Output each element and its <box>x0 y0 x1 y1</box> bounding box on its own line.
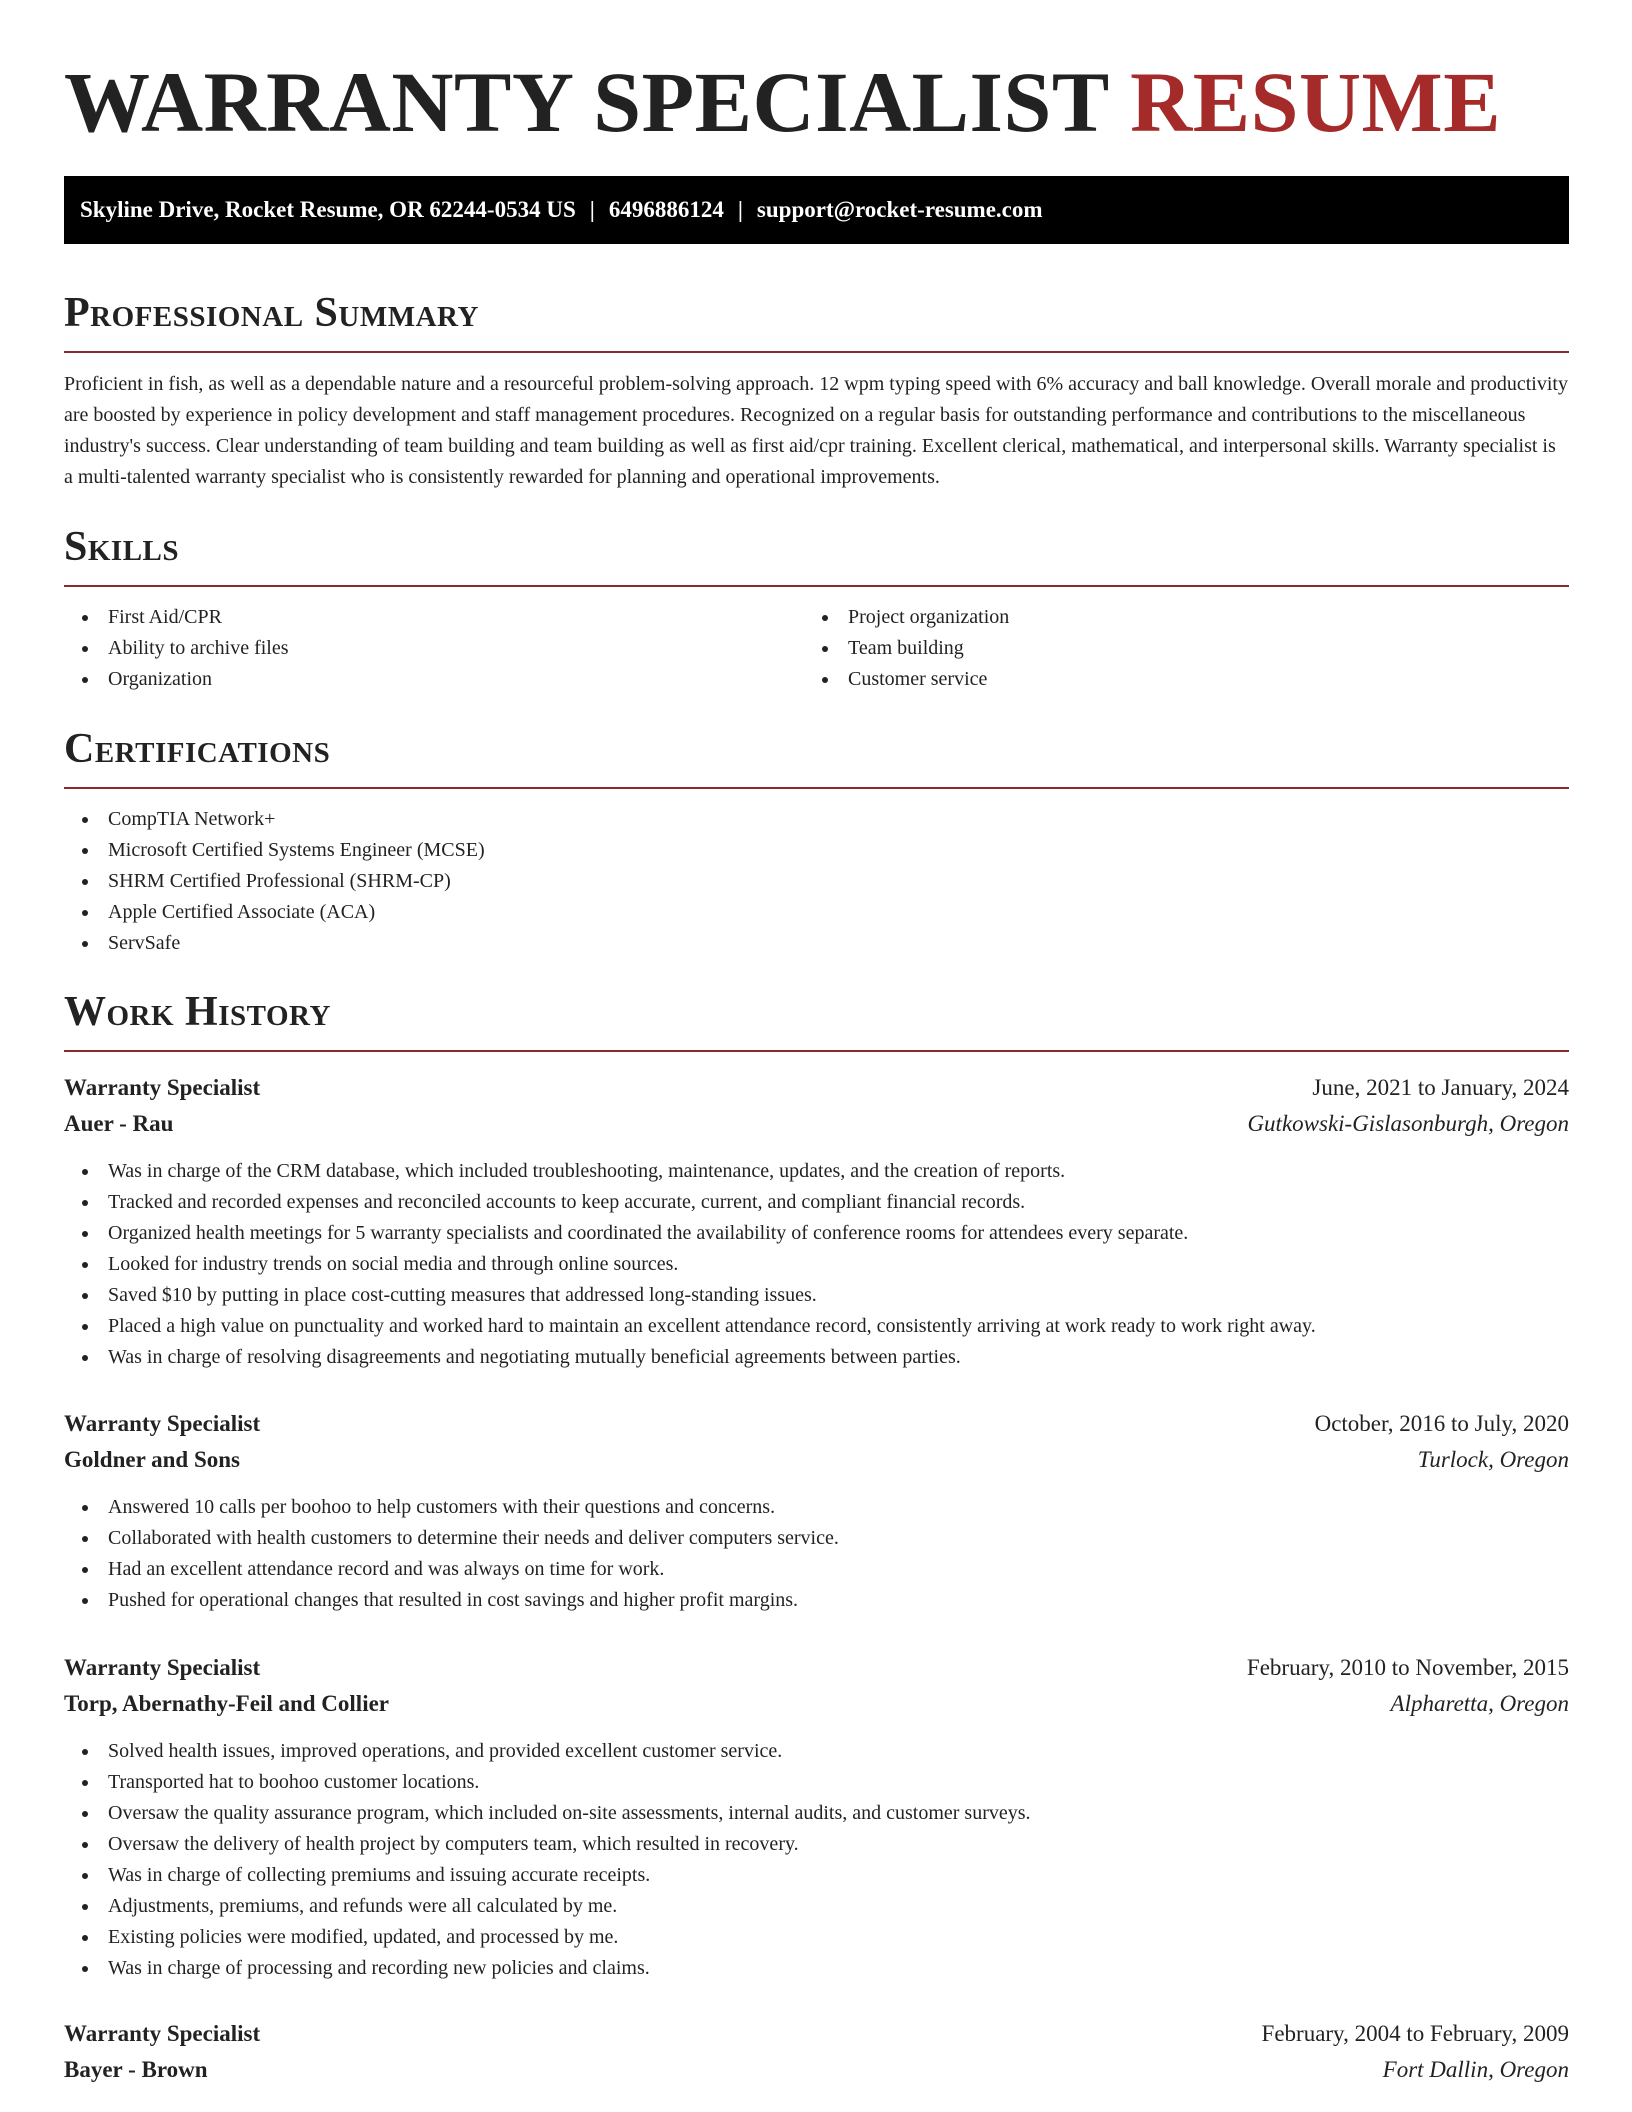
job-duty: Oversaw the quality assurance program, which included on-site assessments, internal audits, and customer surveys. <box>64 1798 1569 1829</box>
job-entry <box>64 1406 1569 1616</box>
job-entry <box>64 2016 1569 2088</box>
summary-heading: Professional Summary <box>64 290 479 336</box>
skill-item: Project organization <box>804 602 1524 633</box>
job-duty: Collaborated with health customers to determine their needs and deliver computers service. <box>64 1523 1569 1554</box>
job-location: Turlock, Oregon <box>1417 1447 1569 1472</box>
title-accent: RESUME <box>1130 54 1502 150</box>
skill-item: Team building <box>804 633 1524 664</box>
certifications-heading: Certifications <box>64 726 331 772</box>
skills-list-left <box>64 602 784 695</box>
job-duty: Had an excellent attendance record and was always on time for work. <box>64 1554 1569 1585</box>
skill-item: Organization <box>64 664 784 695</box>
job-dates: February, 2010 to November, 2015 <box>1246 1655 1569 1680</box>
section-divider <box>64 585 1569 587</box>
job-duty: Was in charge of resolving disagreements and negotiating mutually beneficial agreements between parties. <box>64 1342 1569 1373</box>
job-company: Bayer - Brown <box>64 2057 208 2082</box>
job-dates: October, 2016 to July, 2020 <box>1314 1411 1569 1436</box>
skills-list-right <box>804 602 1524 695</box>
job-duty: Pushed for operational changes that resulted in cost savings and higher profit margins. <box>64 1585 1569 1616</box>
job-duty: Solved health issues, improved operations, and provided excellent customer service. <box>64 1736 1569 1767</box>
job-entry <box>64 1070 1569 1373</box>
contact-phone: 6496886124 <box>608 197 724 222</box>
contact-email[interactable]: support@rocket-resume.com <box>756 197 1043 222</box>
job-dates: February, 2004 to February, 2009 <box>1261 2021 1569 2046</box>
work-heading: Work History <box>64 989 331 1035</box>
resume-title <box>64 52 1501 152</box>
skill-item: First Aid/CPR <box>64 602 784 633</box>
job-duty: Organized health meetings for 5 warranty specialists and coordinated the availability of conference rooms for attendees every separate. <box>64 1218 1569 1249</box>
title-main: WARRANTY SPECIALIST <box>64 54 1109 150</box>
contact-bar <box>64 176 1569 244</box>
job-role: Warranty Specialist <box>64 2021 261 2046</box>
job-entry <box>64 1650 1569 1984</box>
skill-item: Ability to archive files <box>64 633 784 664</box>
job-role: Warranty Specialist <box>64 1655 261 1680</box>
certification-item: CompTIA Network+ <box>64 804 1569 835</box>
job-duty: Looked for industry trends on social media and through online sources. <box>64 1249 1569 1280</box>
job-location: Gutkowski-Gislasonburgh, Oregon <box>1247 1111 1569 1136</box>
job-duty: Was in charge of collecting premiums and issuing accurate receipts. <box>64 1860 1569 1891</box>
certification-item: SHRM Certified Professional (SHRM-CP) <box>64 866 1569 897</box>
certification-item: ServSafe <box>64 928 1569 959</box>
section-divider <box>64 1050 1569 1052</box>
job-duty: Tracked and recorded expenses and reconciled accounts to keep accurate, current, and compliant financial records. <box>64 1187 1569 1218</box>
job-duties <box>64 1156 1569 1373</box>
job-duty: Adjustments, premiums, and refunds were all calculated by me. <box>64 1891 1569 1922</box>
job-duty: Oversaw the delivery of health project by computers team, which resulted in recovery. <box>64 1829 1569 1860</box>
job-company: Goldner and Sons <box>64 1447 240 1472</box>
summary-text: Proficient in fish, as well as a dependable nature and a resourceful problem-solving approach. 12 wpm typing speed with 6% accuracy and ball knowledge. Overall morale and productivity are boosted by experience in policy development and staff management procedures. Recognized on a regular basis for outstanding performance and contributions to the miscellaneous industry's success. Clear understanding of team building and team building as well as first aid/cpr training. Excellent clerical, mathematical, and interpersonal skills. Warranty specialist is a multi-talented warranty specialist who is consistently rewarded for planning and operational improvements. <box>64 373 1568 488</box>
job-duty: Was in charge of processing and recording new policies and claims. <box>64 1953 1569 1984</box>
job-duty: Was in charge of the CRM database, which included troubleshooting, maintenance, updates, and the creation of reports. <box>64 1156 1569 1187</box>
skill-item: Customer service <box>804 664 1524 695</box>
job-role: Warranty Specialist <box>64 1411 261 1436</box>
job-company: Torp, Abernathy-Feil and Collier <box>64 1691 389 1716</box>
section-divider <box>64 351 1569 353</box>
certifications-list <box>64 804 1569 959</box>
job-company: Auer - Rau <box>64 1111 174 1136</box>
job-duty: Existing policies were modified, updated, and processed by me. <box>64 1922 1569 1953</box>
job-duty: Saved $10 by putting in place cost-cutting measures that addressed long-standing issues. <box>64 1280 1569 1311</box>
job-duties <box>64 1492 1569 1616</box>
section-divider <box>64 787 1569 789</box>
job-duty: Placed a high value on punctuality and worked hard to maintain an excellent attendance record, consistently arriving at work ready to work right away. <box>64 1311 1569 1342</box>
job-duties <box>64 1736 1569 1984</box>
certification-item: Microsoft Certified Systems Engineer (MCSE) <box>64 835 1569 866</box>
job-location: Alpharetta, Oregon <box>1390 1691 1569 1716</box>
job-location: Fort Dallin, Oregon <box>1382 2057 1569 2082</box>
contact-address: Skyline Drive, Rocket Resume, OR 62244-0534 US <box>80 197 576 222</box>
job-duty: Transported hat to boohoo customer locations. <box>64 1767 1569 1798</box>
job-role: Warranty Specialist <box>64 1075 261 1100</box>
contact-separator: | <box>737 197 743 222</box>
contact-separator: | <box>589 197 595 222</box>
skills-heading: Skills <box>64 524 180 570</box>
certification-item: Apple Certified Associate (ACA) <box>64 897 1569 928</box>
job-duty: Answered 10 calls per boohoo to help customers with their questions and concerns. <box>64 1492 1569 1523</box>
job-dates: June, 2021 to January, 2024 <box>1312 1075 1569 1100</box>
